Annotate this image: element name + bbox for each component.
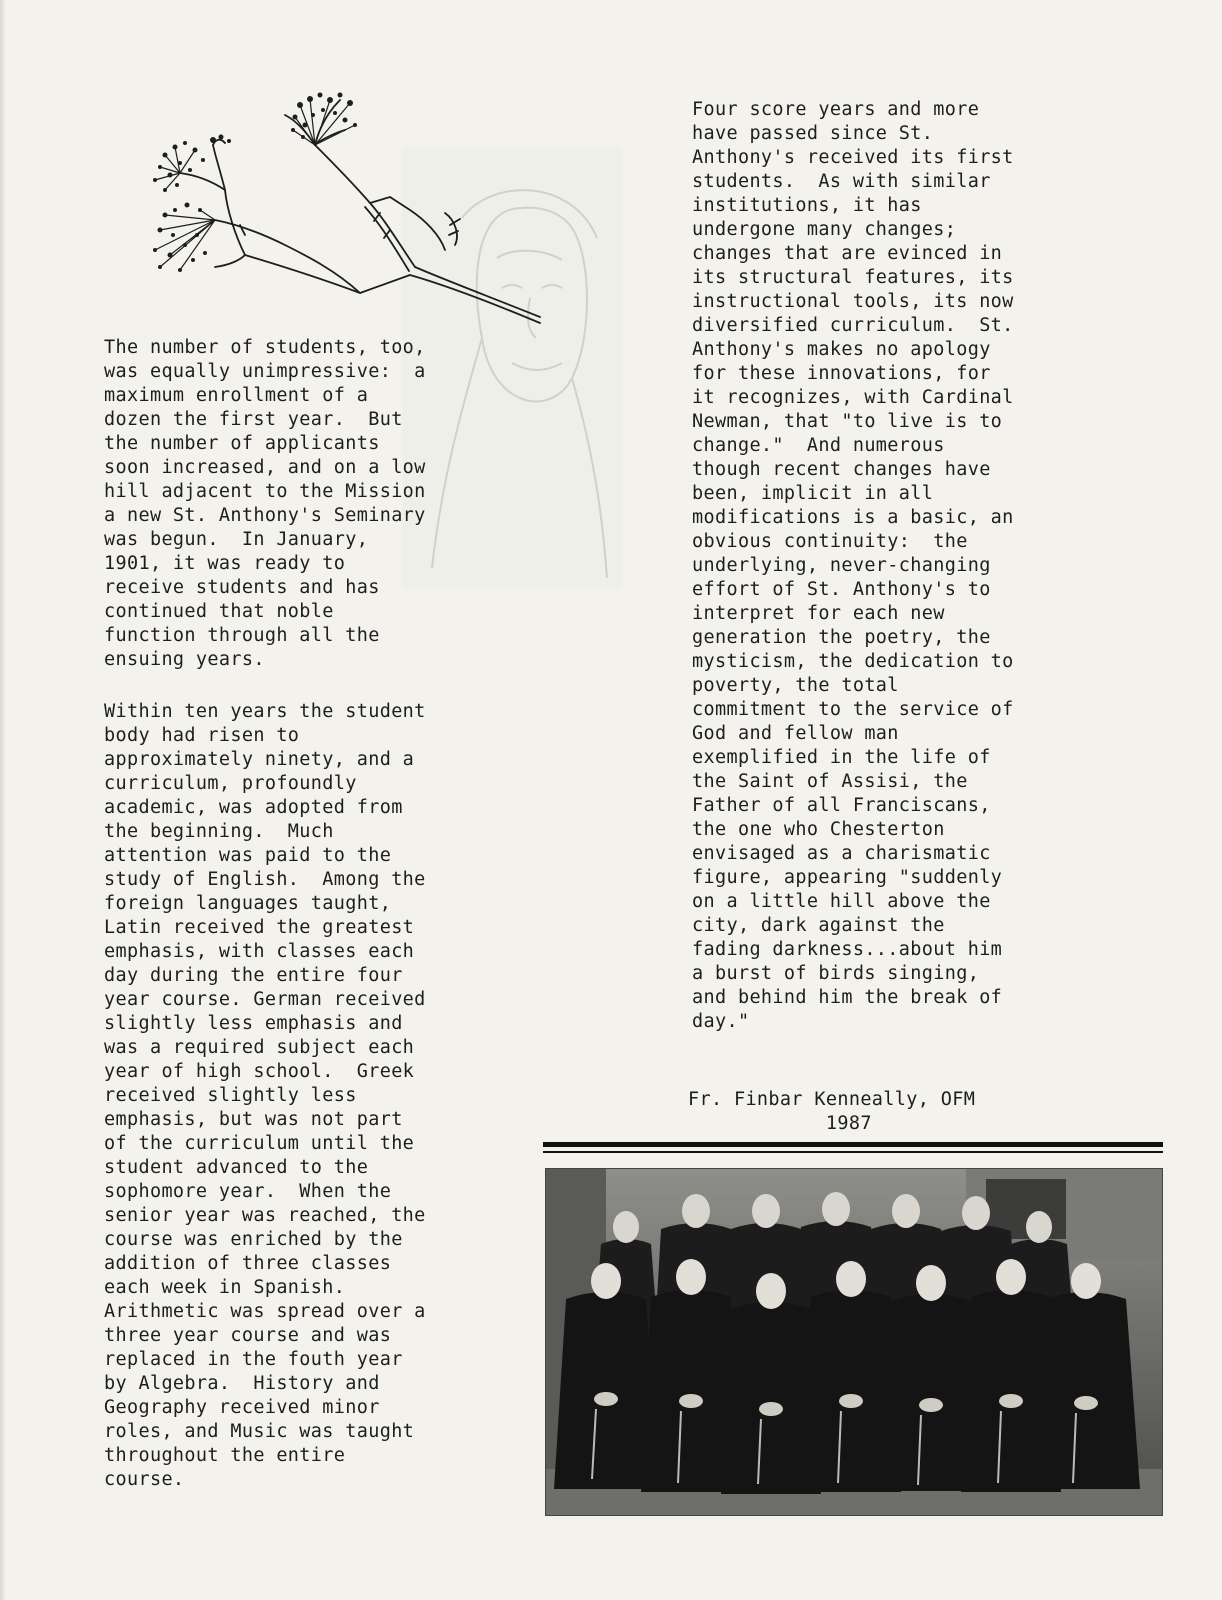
photo-rule-thick [543,1142,1163,1147]
author-signature: Fr. Finbar Kenneally, OFM 1987 [688,1089,976,1134]
photo-rule-thin [543,1151,1163,1153]
botanical-sprig-illustration [145,85,545,335]
group-photograph [545,1168,1163,1516]
right-column-paragraph-1: Four score years and more have passed since St. Anthony's received its first students. As with similar institutions, it has undergone many changes; changes that are evinced in its structural features, its instructional tools, its now diversified curriculum. St. Anthony's makes no apology for these innovations, for it recognizes, with Cardinal Newman, that "to live is to change." And numerous though recent changes have been, implicit in all modifications is a basic, an obvious continuity: the underlying, never-changing effort of St. Anthony's to interpret for each new generation the poetry, the mysticism, the dedication to poverty, the total commitment to the service of God and fellow man exemplified in the life of the Saint of Assisi, the Father of all Franciscans, the one who Chesterton envisaged as a charismatic figure, appearing "suddenly on a little hill above the city, dark against the fading darkness...about him a burst of birds singing, and behind him the break of day." [692,99,1014,1032]
left-column-paragraph-1: The number of students, too, was equally unimpressive: a maximum enrollment of a dozen the first year. But the number of applicants soon increased, and on a low hill adjacent to the Mission a new St. Anthony's Seminary was begun. In January, 1901, it was ready to receive students and has continued that noble function through all the ensuing years. [104,337,426,670]
page-edge [0,0,6,1600]
group-photograph-drawing [546,1169,1162,1515]
left-column-paragraph-2: Within ten years the student body had risen to approximately ninety, and a curriculum, profoundly academic, was adopted from the beginning. Much attention was paid to the study of English. Among the foreign languages taught, Latin received the greatest emphasis, with classes each day during the entire four year course. German received slightly less emphasis and was a required subject each year of high school. Greek received slightly less emphasis, but was not part of the curriculum until the student advanced to the sophomore year. When the senior year was reached, the course was enriched by the addition of three classes each week in Spanish. Arithmetic was spread over a three year course and was replaced in the fouth year by Algebra. History and Geography received minor roles, and Music was taught throughout the entire course. [104,701,426,1490]
